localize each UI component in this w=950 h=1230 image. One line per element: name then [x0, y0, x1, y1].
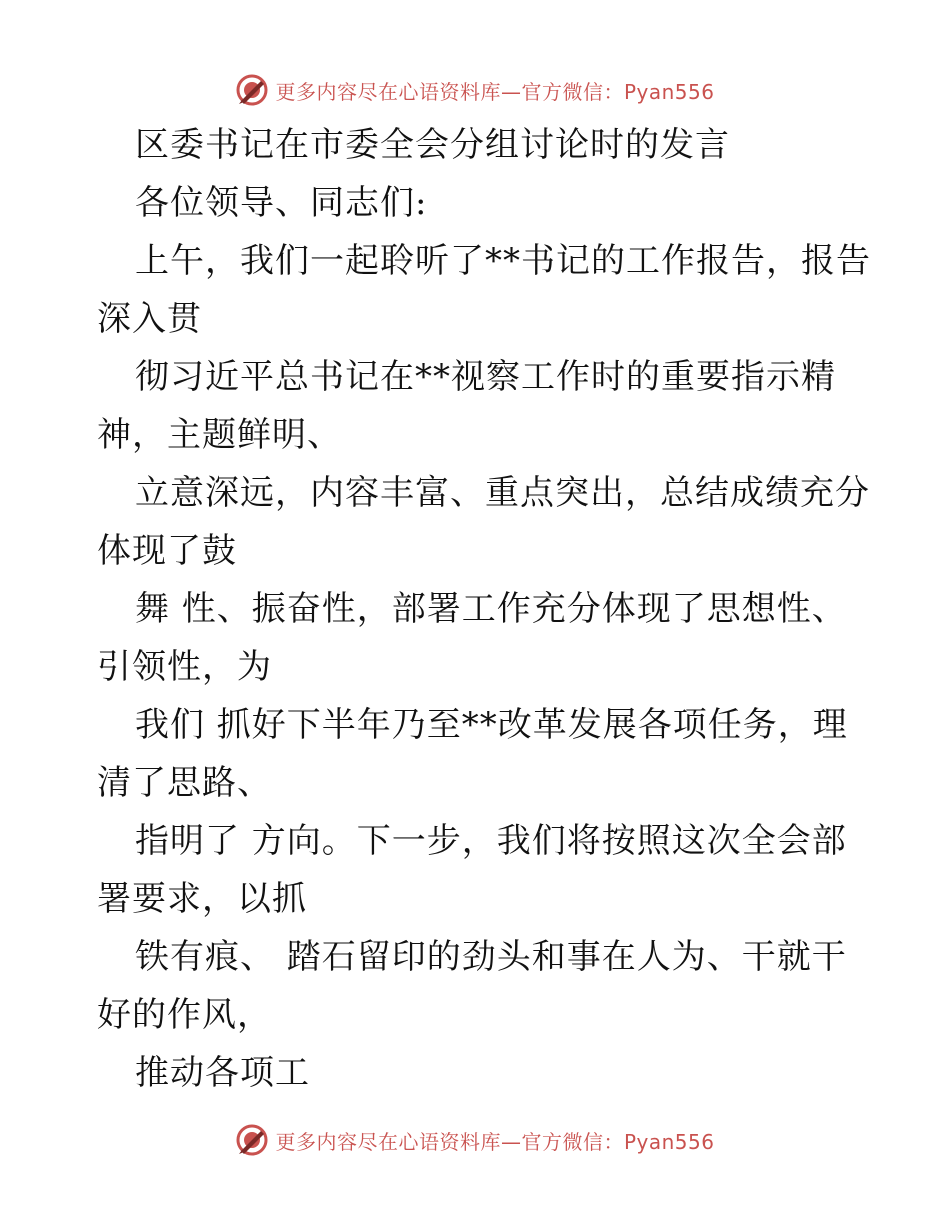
text-line: 神，主题鲜明、	[97, 415, 342, 455]
text-line: 指明了 方向。下一步，我们将按照这次全会部	[135, 821, 847, 861]
text-line: 深入贯	[97, 299, 202, 339]
text-line: 引领性，为	[97, 647, 272, 687]
text-line: 清了思路、	[97, 763, 272, 803]
text-line: 区委书记在市委全会分组讨论时的发言	[135, 125, 730, 165]
text-line: 上午，我们一起聆听了**书记的工作报告，报告	[135, 241, 871, 281]
document-body	[97, 116, 871, 1102]
text-line: 舞 性、振奋性，部署工作充分体现了思想性、	[135, 589, 847, 629]
text-line: 我们 抓好下半年乃至**改革发展各项任务，理	[135, 705, 848, 745]
text-line: 铁有痕、 踏石留印的劲头和事在人为、干就干	[135, 937, 847, 977]
text-line: 署要求，以抓	[97, 879, 307, 919]
pen-seal-logo-icon	[235, 73, 269, 107]
watermark-text: 更多内容尽在心语资料库—官方微信：Pyan556	[275, 1129, 715, 1154]
text-line: 推动各项工	[135, 1053, 310, 1093]
text-line: 好的作风，	[97, 995, 272, 1035]
header-watermark	[0, 70, 950, 110]
text-line: 彻习近平总书记在**视察工作时的重要指示精	[135, 357, 836, 397]
text-line: 各位领导、同志们:	[135, 183, 428, 223]
pen-seal-logo-icon	[235, 1123, 269, 1157]
text-line: 立意深远，内容丰富、重点突出，总结成绩充分	[135, 473, 870, 513]
footer-watermark	[0, 1120, 950, 1160]
text-line: 体现了鼓	[97, 531, 237, 571]
watermark-text: 更多内容尽在心语资料库—官方微信：Pyan556	[275, 79, 715, 104]
